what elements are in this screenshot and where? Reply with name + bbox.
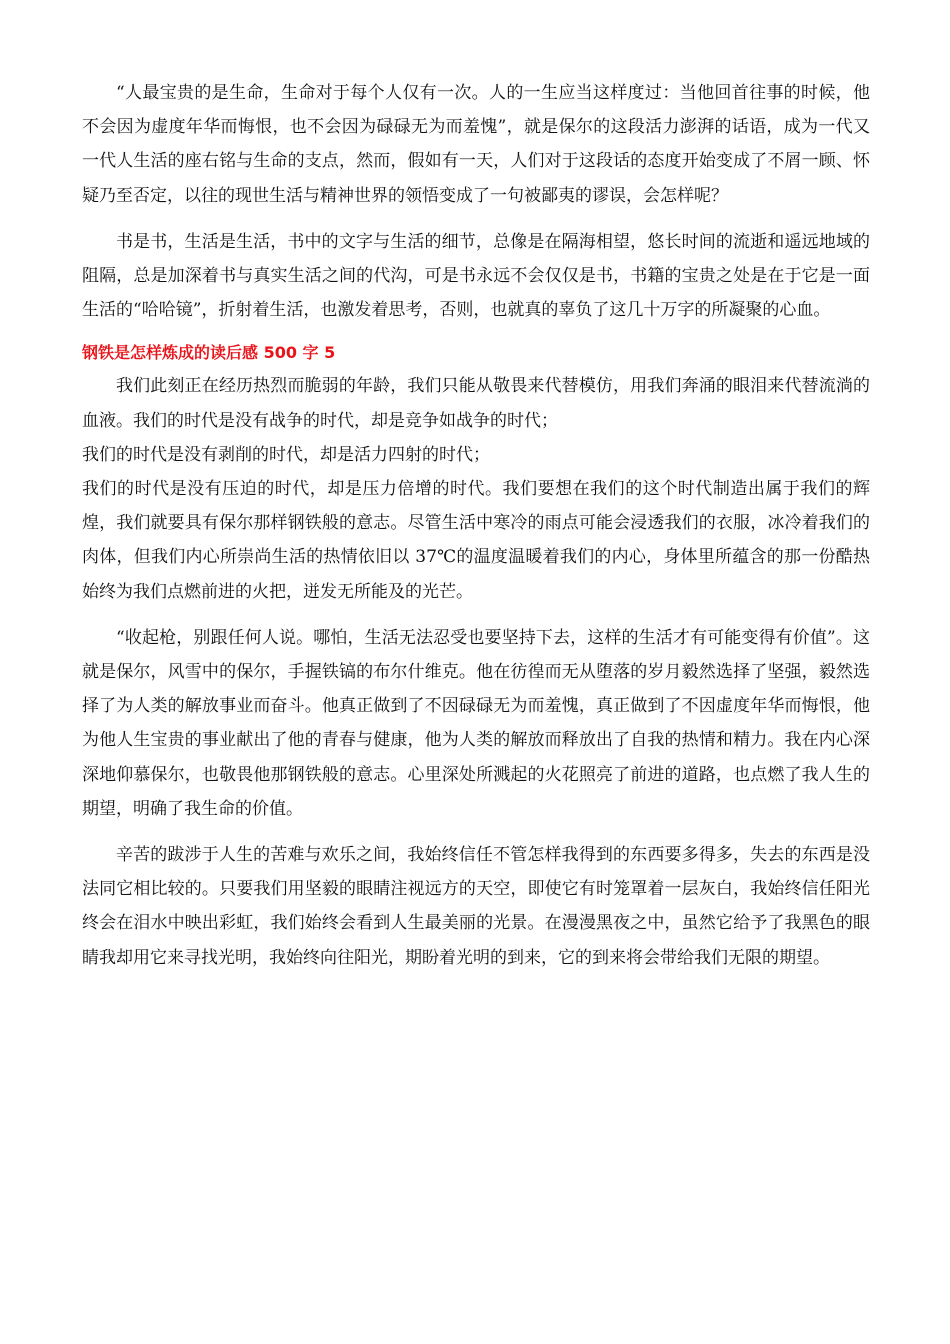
paragraph-life-quote: “人最宝贵的是生命，生命对于每个人仅有一次。人的一生应当这样度过：当他回首往事的时候，他不会因为虚度年华而悔恨，也不会因为碌碌无为而羞愧”，就是保尔的这段活力澎湃的话语，成为一代又一代人生活的座右铭与生命的支点，然而，假如有一天，人们对于这段话的态度开始变成了不屑一顾、怀疑乃至否定，以往的现世生活与精神世界的领悟变成了一句被鄙夷的谬误，会怎样呢？ (82, 83, 870, 206)
paragraph-pavel-quote: “收起枪，别跟任何人说。哪怕，生活无法忍受也要坚持下去，这样的生活才有可能变得有价值”。这就是保尔，风雪中的保尔，手握铁镐的布尔什维克。他在彷徨而无从堕落的岁月毅然选择了坚强，毅然选择了为人类的解放事业而奋斗。他真正做到了不因碌碌无为而羞愧，真正做到了不因虚度年华而悔恨，他为他人生宝贵的事业献出了他的青春与健康，他为人类的解放而释放出了自我的热情和精力。我在内心深深地仰慕保尔，也敬畏他那钢铁般的意志。心里深处所溅起的火花照亮了前进的道路，也点燃了我人生的期望，明确了我生命的价值。 (82, 627, 870, 819)
paragraph-book-and-life: 书是书，生活是生活，书中的文字与生活的细节，总像是在隔海相望，悠长时间的流逝和遥远地域的阻隔，总是加深着书与真实生活之间的代沟，可是书永远不会仅仅是书，书籍的宝贵之处是在于它是一面生活的“哈哈镜”，折射着生活，也激发着思考，否则，也就真的辜负了这几十万字的所凝聚的心血。 (82, 231, 870, 321)
section-heading: 钢铁是怎样炼成的读后感 500 字 5 (82, 343, 336, 363)
paragraph-no-oppression: 我们的时代是没有压迫的时代，却是压力倍增的时代。我们要想在我们的这个时代制造出属于我们的辉煌，我们就要具有保尔那样钢铁般的意志。尽管生活中寒冷的雨点可能会浸透我们的衣服，冰冷着我们的肉体，但我们内心所崇尚生活的热情依旧以 37℃的温度温暖着我们的内心，身体里所蕴含的那一份酷热始终为我们点燃前进的火把，迸发无所能及的光芒。 (82, 479, 870, 602)
paragraph-our-age: 我们此刻正在经历热烈而脆弱的年龄，我们只能从敬畏来代替模仿，用我们奔涌的眼泪来代替流淌的血液。我们的时代是没有战争的时代，却是竞争如战争的时代； (82, 376, 870, 431)
document-page (82, 76, 870, 975)
paragraph-no-exploitation: 我们的时代是没有剥削的时代，却是活力四射的时代； (82, 444, 490, 465)
paragraph-hardship-and-hope: 辛苦的跋涉于人生的苦难与欢乐之间，我始终信任不管怎样我得到的东西要多得多，失去的东西是没法同它相比较的。只要我们用坚毅的眼睛注视远方的天空，即使它有时笼罩着一层灰白，我始终信任阳光终会在泪水中映出彩虹，我们始终会看到人生最美丽的光景。在漫漫黑夜之中，虽然它给予了我黑色的眼睛我却用它来寻找光明，我始终向往阳光，期盼着光明的到来，它的到来将会带给我们无限的期望。 (82, 845, 870, 968)
